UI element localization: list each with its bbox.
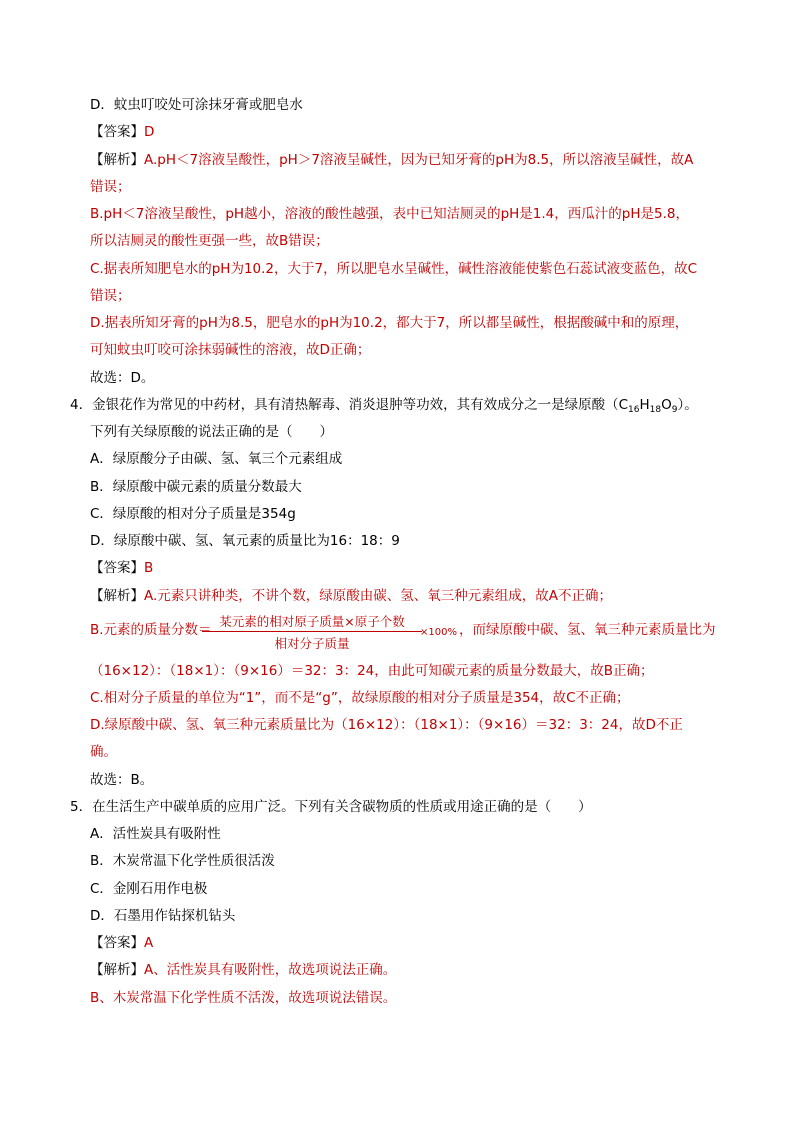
q4-analysis-d-line1: D.绿原酸中碳、氢、氧三种元素质量比为（16×12）：（18×1）：（9×16）＝32：3：24，故D不正	[90, 717, 683, 733]
formula-subscript: 18	[649, 405, 662, 415]
q4-answer	[90, 559, 153, 577]
q5-analysis-b: B、木炭常温下化学性质不活泼，故选项说法错误。	[90, 990, 397, 1006]
q3-analysis-d-line2: 可知蚊虫叮咬可涂抹弱碱性的溶液，故D正确；	[90, 342, 371, 358]
q5-option-c: C．金刚石用作电极	[90, 881, 208, 897]
q3-conclusion: 故选：D。	[90, 370, 155, 386]
q4-analysis-c: C.相对分子质量的单位为“1”，而不是“g”，故绿原酸的相对分子质量是354，故C不正确；	[90, 690, 630, 706]
formula-element: H	[639, 397, 650, 413]
analysis-text: A.pH＜7溶液呈酸性，pH＞7溶液呈碱性，因为已知牙膏的pH为8.5，所以溶液呈碱性，故A	[144, 152, 694, 168]
formula-subscript: 9	[671, 405, 678, 415]
fraction-denominator: 相对分子质量	[274, 636, 350, 651]
q4-analysis-b-line2: （16×12）：（18×1）：（9×16）＝32：3：24，由此可知碳元素的质量分数最大，故B正确；	[90, 663, 654, 679]
answer-label: 【答案】	[90, 560, 144, 576]
answer-value: D	[144, 124, 155, 140]
q5-analysis-a	[90, 961, 396, 979]
q3-analysis-b-line1: B.pH＜7溶液呈酸性，pH越小，溶液的酸性越强，表中已知洁厕灵的pH是1.4，西瓜汁的pH是5.8，	[90, 206, 689, 222]
q4-option-d: D．绿原酸中碳、氢、氧元素的质量比为16：18：9	[90, 533, 400, 549]
q3-analysis-c-line2: 错误；	[90, 288, 131, 304]
answer-value: B	[144, 560, 154, 576]
q4-analysis-b-prefix: B.元素的质量分数＝	[90, 622, 212, 638]
q4-option-a: A．绿原酸分子由碳、氢、氧三个元素组成	[90, 451, 343, 467]
q3-analysis-a-line2: 错误；	[90, 179, 131, 195]
q4-option-c: C．绿原酸的相对分子质量是354g	[90, 506, 296, 522]
q4-stem-end: ）。	[677, 397, 698, 413]
q5-option-d: D．石墨用作钻探机钻头	[90, 908, 236, 924]
answer-label: 【答案】	[90, 124, 144, 140]
q5-option-a: A．活性炭具有吸附性	[90, 826, 221, 842]
q4-stem-line1	[70, 396, 698, 414]
analysis-text: A、活性炭具有吸附性，故选项说法正确。	[144, 962, 397, 978]
q4-analysis-a	[90, 587, 612, 605]
q5-answer	[90, 934, 153, 952]
q4-analysis-b-suffix: ，而绿原酸中碳、氢、氧三种元素质量比为	[459, 622, 716, 638]
q4-option-b: B．绿原酸中碳元素的质量分数最大	[90, 479, 302, 495]
q3-analysis-b-line2: 所以洁厕灵的酸性更强一些，故B错误；	[90, 233, 329, 249]
analysis-text: A.元素只讲种类，不讲个数，绿原酸由碳、氢、氧三种元素组成，故A不正确；	[144, 588, 613, 604]
q4-analysis-d-line2: 确。	[90, 744, 117, 760]
q4-stem-line2: 下列有关绿原酸的说法正确的是（ ）	[90, 424, 333, 440]
q5-stem: 5．在生活生产中碳单质的应用广泛。下列有关含碳物质的性质或用途正确的是（ ）	[70, 799, 592, 815]
q3-analysis-c-line1: C.据表所知肥皂水的pH为10.2，大于7，所以肥皂水呈碱性，碱性溶液能使紫色石蕊试液变蓝色，故C	[90, 261, 698, 277]
q3-option-d: D．蚊虫叮咬处可涂抹牙膏或肥皂水	[90, 97, 303, 113]
q4-stem-text: 4．金银花作为常见的中药材，具有清热解毒、消炎退肿等功效，其有效成分之一是绿原酸（C	[70, 397, 629, 413]
analysis-label: 【解析】	[90, 962, 144, 978]
q3-answer	[90, 123, 154, 141]
q3-analysis-d-line1: D.据表所知牙膏的pH为8.5，肥皂水的pH为10.2，都大于7，所以都呈碱性，根据酸碱中和的原理，	[90, 315, 689, 331]
q3-analysis-a-line1	[90, 151, 693, 169]
analysis-label: 【解析】	[90, 588, 144, 604]
q5-option-b: B．木炭常温下化学性质很活泼	[90, 853, 275, 869]
fraction-multiplier: ×100%	[420, 627, 457, 638]
q4-conclusion: 故选：B。	[90, 772, 154, 788]
fraction-numerator: 某元素的相对原子质量×原子个数	[219, 614, 405, 629]
formula-element: O	[661, 397, 672, 413]
answer-label: 【答案】	[90, 935, 144, 951]
answer-value: A	[144, 935, 154, 951]
formula-subscript: 16	[628, 405, 640, 415]
fraction-bar	[202, 631, 422, 632]
analysis-label: 【解析】	[90, 152, 144, 168]
